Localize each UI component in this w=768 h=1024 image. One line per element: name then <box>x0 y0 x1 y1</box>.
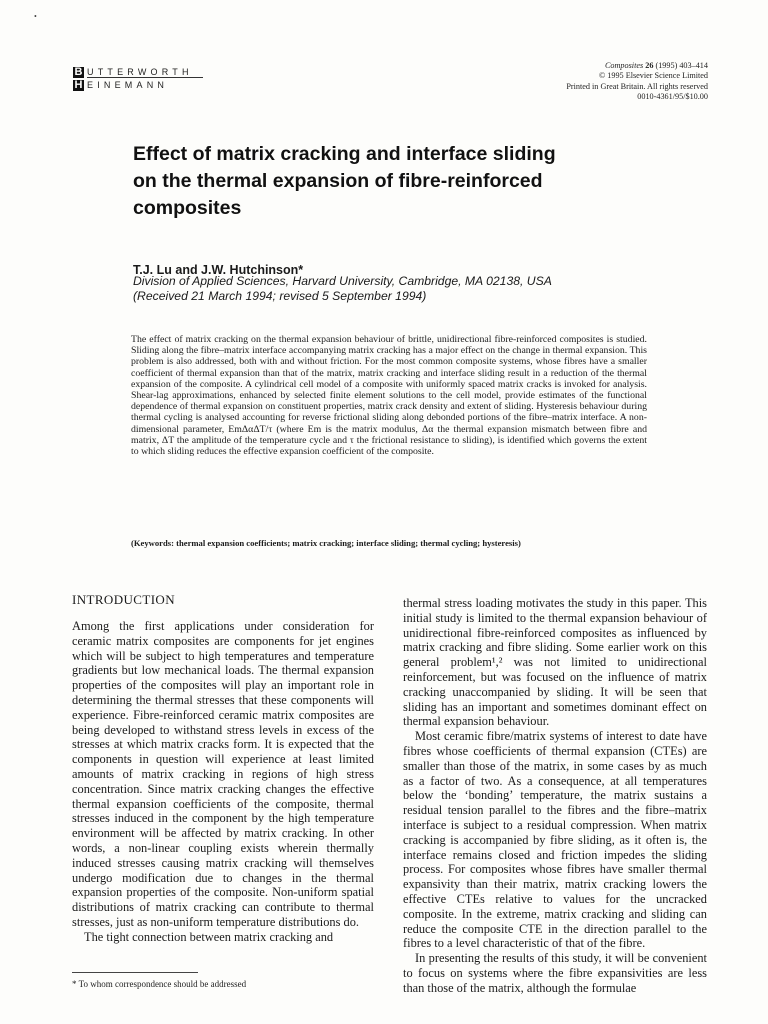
logo-cap-b: B <box>74 66 83 78</box>
journal-volume: 26 <box>645 61 654 70</box>
publisher-logo <box>73 66 203 92</box>
logo-text-heinemann: EINEMANN <box>87 80 169 90</box>
paper-title <box>133 141 653 222</box>
logo-line-2 <box>73 79 203 92</box>
footnote: * To whom correspondence should be addressed <box>72 979 247 989</box>
journal-citation <box>566 61 708 71</box>
title-line: on the thermal expansion of fibre-reinforced <box>133 170 543 192</box>
logo-rule <box>87 77 203 78</box>
price-code: 0010-4361/95/$10.00 <box>637 92 708 102</box>
abstract: The effect of matrix cracking on the thermal expansion behaviour of brittle, unidirectional fibre-reinforced composites is studied. Sliding along the fibre–matrix interface accompanying matrix cracking has a major effect on the change in thermal expansion. This problem is also addressed, both with and without friction. For the most common composite systems, whose fibres have a smaller coefficient of thermal expansion than that of the matrix, matrix cracking and interface sliding result in a reduction of the thermal expansion of the composite. A cylindrical cell model of a composite with uniformly spaced matrix cracks is invoked for analysis. Shear-lag approximations, enhanced by selected finite element solutions to the cell model, provide estimates of the functional dependence of thermal expansion on constituent properties, matrix crack density and extent of sliding. Hysteresis behaviour during thermal cycling is analysed accounting for reverse frictional sliding along debonded portions of the fibre–matrix interface. A non-dimensional parameter, EmΔαΔT/τ (where Em is the matrix modulus, Δα the thermal expansion mismatch between fibre and matrix, ΔT the amplitude of the temperature cycle and τ the frictional resistance to sliding), is identified which governs the extent to which sliding reduces the effective expansion coefficient of the composite. <box>131 334 647 458</box>
paragraph: The tight connection between matrix cracking and <box>84 929 334 944</box>
corner-mark: • <box>34 12 37 21</box>
paragraph: thermal stress loading motivates the study in this paper. This initial study is limited to the thermal expansion behaviour of unidirectional fibre-reinforced composites as influenced by matrix cracking and fibre sliding. Some earlier work on this general problem¹,² was not limited to unidirectional reinforcement, but was focused on the influence of matrix cracking unaccompanied by sliding. It will be seen that sliding has an important and sometimes dominant effect on thermal expansion behaviour. <box>403 596 707 729</box>
logo-text-butterworth: UTTERWORTH <box>87 67 193 77</box>
journal-year-pages: (1995) 403–414 <box>655 61 708 70</box>
right-column <box>403 596 707 996</box>
title-line: Effect of matrix cracking and interface sliding <box>133 143 556 165</box>
printed-line: Printed in Great Britain. All rights reserved <box>566 81 708 91</box>
journal-name: Composites <box>604 61 644 70</box>
copyright-line: © 1995 Elsevier Science Limited <box>599 71 708 81</box>
affiliation-text: Division of Applied Sciences, Harvard University, Cambridge, MA 02138, USA <box>133 274 552 288</box>
paragraph: Most ceramic fibre/matrix systems of interest to date have fibres whose coefficients of thermal expansion (CTEs) are smaller than those of the matrix, in some cases by as much as a factor of two. As a consequence, at all temperatures below the ‘bonding’ temperature, the matrix sustains a residual tension parallel to the fibres and the fibre–matrix interface is subject to a residual compression. When matrix cracking is accompanied by fibre sliding, as it often is, the interface remains closed and friction impedes the sliding process. For composites whose fibres have smaller thermal expansivity than their matrix, matrix cracking lowers the effective CTEs relative to values for the uncracked composite. In the extreme, matrix cracking and sliding can reduce the composite CTE in the direction parallel to the fibres to a level characteristic of that of the fibre. <box>403 729 707 951</box>
paragraph: Among the first applications under consideration for ceramic matrix composites are components for jet engines which will be subject to high temperatures and temperature gradients but low mechanical loads. The thermal expansion properties of the composites will play an important role in determining the thermal stresses that these components will experience. Fibre-reinforced ceramic matrix composites are being developed to withstand stress levels in excess of the stresses at which matrix cracks form. It is expected that the components in question will experience at least limited amounts of matrix cracking in regions of high stress concentration. Since matrix cracking changes the effective thermal expansion coefficients of the composite, thermal stresses induced in the component by the high temperature environment will be affected by matrix cracking. In other words, a non-linear coupling exists wherein thermally induced stresses causing matrix cracking will themselves undergo modification due to changes in the thermal expansion properties of the composite. Non-uniform spatial distributions of matrix cracking can contribute to thermal stresses, just as non-uniform temperature distributions do. <box>72 619 374 929</box>
title-line: composites <box>133 197 242 219</box>
authors: T.J. Lu and J.W. Hutchinson* <box>133 263 304 277</box>
journal-info <box>566 61 708 103</box>
left-column <box>72 592 374 945</box>
keywords: (Keywords: thermal expansion coefficients; matrix cracking; interface sliding; thermal cycling; hysteresis) <box>131 538 521 548</box>
section-heading-introduction: INTRODUCTION <box>72 592 176 607</box>
received-dates: (Received 21 March 1994; revised 5 September 1994) <box>133 289 427 303</box>
footnote-rule <box>72 972 198 973</box>
logo-cap-h: H <box>74 79 83 91</box>
paragraph: In presenting the results of this study, it will be convenient to focus on systems where the fibre expansivities are less than those of the matrix, although the formulae <box>403 951 707 995</box>
